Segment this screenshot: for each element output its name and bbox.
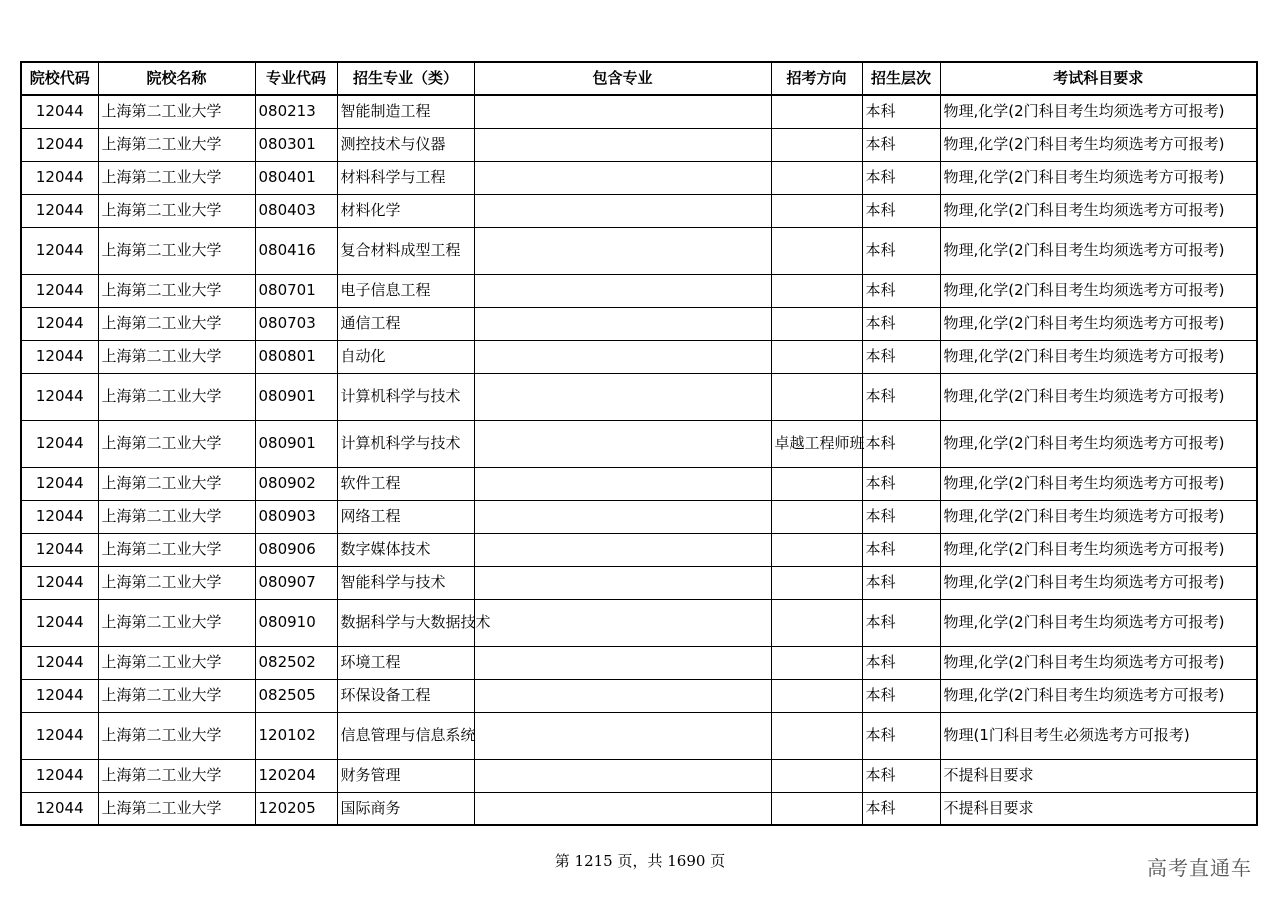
- cell-major: 计算机科学与技术: [337, 420, 474, 467]
- cell-major: 计算机科学与技术: [337, 373, 474, 420]
- table-row: [21, 566, 1257, 599]
- cell-direction: [771, 274, 862, 307]
- cell-requirement: 物理,化学(2门科目考生均须选考方可报考): [940, 679, 1257, 712]
- cell-major: 材料化学: [337, 194, 474, 227]
- cell-level: 本科: [862, 646, 940, 679]
- cell-requirement: 物理,化学(2门科目考生均须选考方可报考): [940, 500, 1257, 533]
- cell-major: 环保设备工程: [337, 679, 474, 712]
- cell-school-code: 12044: [21, 599, 98, 646]
- cell-school-name: 上海第二工业大学: [98, 95, 255, 128]
- cell-school-code: 12044: [21, 274, 98, 307]
- cell-includes: [474, 759, 771, 792]
- table-row: [21, 792, 1257, 825]
- cell-direction: [771, 712, 862, 759]
- cell-school-code: 12044: [21, 500, 98, 533]
- cell-level: 本科: [862, 128, 940, 161]
- cell-school-code: 12044: [21, 340, 98, 373]
- cell-school-code: 12044: [21, 712, 98, 759]
- cell-level: 本科: [862, 566, 940, 599]
- cell-includes: [474, 340, 771, 373]
- cell-major-code: 080906: [255, 533, 337, 566]
- col-header-major: 招生专业（类）: [337, 62, 474, 95]
- cell-requirement: 物理,化学(2门科目考生均须选考方可报考): [940, 274, 1257, 307]
- cell-major: 环境工程: [337, 646, 474, 679]
- cell-major-code: 120205: [255, 792, 337, 825]
- cell-school-name: 上海第二工业大学: [98, 128, 255, 161]
- watermark: 高考直通车: [1147, 856, 1252, 880]
- cell-level: 本科: [862, 533, 940, 566]
- cell-includes: [474, 712, 771, 759]
- header-row: [21, 62, 1257, 95]
- cell-requirement: 物理,化学(2门科目考生均须选考方可报考): [940, 420, 1257, 467]
- cell-level: 本科: [862, 274, 940, 307]
- cell-school-name: 上海第二工业大学: [98, 161, 255, 194]
- table-row: [21, 467, 1257, 500]
- col-header-major-code: 专业代码: [255, 62, 337, 95]
- cell-major-code: 080401: [255, 161, 337, 194]
- cell-major-code: 080910: [255, 599, 337, 646]
- cell-major: 财务管理: [337, 759, 474, 792]
- cell-major-code: 080801: [255, 340, 337, 373]
- cell-school-name: 上海第二工业大学: [98, 792, 255, 825]
- cell-major: 自动化: [337, 340, 474, 373]
- cell-major: 电子信息工程: [337, 274, 474, 307]
- cell-includes: [474, 161, 771, 194]
- cell-includes: [474, 274, 771, 307]
- cell-major: 测控技术与仪器: [337, 128, 474, 161]
- cell-requirement: 物理,化学(2门科目考生均须选考方可报考): [940, 533, 1257, 566]
- cell-direction: [771, 227, 862, 274]
- cell-school-name: 上海第二工业大学: [98, 467, 255, 500]
- cell-school-code: 12044: [21, 792, 98, 825]
- cell-includes: [474, 227, 771, 274]
- cell-requirement: 物理,化学(2门科目考生均须选考方可报考): [940, 194, 1257, 227]
- cell-level: 本科: [862, 467, 940, 500]
- cell-school-code: 12044: [21, 227, 98, 274]
- cell-school-name: 上海第二工业大学: [98, 227, 255, 274]
- cell-level: 本科: [862, 792, 940, 825]
- cell-major-code: 080901: [255, 373, 337, 420]
- cell-requirement: 物理,化学(2门科目考生均须选考方可报考): [940, 227, 1257, 274]
- cell-direction: [771, 340, 862, 373]
- cell-school-name: 上海第二工业大学: [98, 500, 255, 533]
- cell-school-code: 12044: [21, 646, 98, 679]
- cell-direction: [771, 500, 862, 533]
- cell-requirement: 物理,化学(2门科目考生均须选考方可报考): [940, 95, 1257, 128]
- cell-direction: [771, 95, 862, 128]
- cell-direction: [771, 307, 862, 340]
- cell-major: 数据科学与大数据技术: [337, 599, 474, 646]
- table-row: [21, 646, 1257, 679]
- table-row: [21, 274, 1257, 307]
- cell-school-code: 12044: [21, 373, 98, 420]
- table-row: [21, 307, 1257, 340]
- cell-school-name: 上海第二工业大学: [98, 679, 255, 712]
- table-row: [21, 95, 1257, 128]
- cell-level: 本科: [862, 161, 940, 194]
- cell-school-name: 上海第二工业大学: [98, 373, 255, 420]
- cell-major: 智能科学与技术: [337, 566, 474, 599]
- cell-direction: 卓越工程师班: [771, 420, 862, 467]
- cell-direction: [771, 194, 862, 227]
- cell-direction: [771, 679, 862, 712]
- cell-direction: [771, 759, 862, 792]
- cell-major-code: 080907: [255, 566, 337, 599]
- cell-major: 软件工程: [337, 467, 474, 500]
- cell-major-code: 080301: [255, 128, 337, 161]
- cell-school-name: 上海第二工业大学: [98, 712, 255, 759]
- cell-direction: [771, 599, 862, 646]
- col-header-school-code: 院校代码: [21, 62, 98, 95]
- cell-major-code: 080703: [255, 307, 337, 340]
- col-header-includes: 包含专业: [474, 62, 771, 95]
- cell-includes: [474, 599, 771, 646]
- cell-requirement: 物理,化学(2门科目考生均须选考方可报考): [940, 599, 1257, 646]
- cell-includes: [474, 128, 771, 161]
- cell-school-code: 12044: [21, 307, 98, 340]
- cell-school-code: 12044: [21, 533, 98, 566]
- cell-includes: [474, 467, 771, 500]
- cell-direction: [771, 467, 862, 500]
- cell-requirement: 物理,化学(2门科目考生均须选考方可报考): [940, 467, 1257, 500]
- cell-includes: [474, 792, 771, 825]
- cell-major-code: 080903: [255, 500, 337, 533]
- cell-school-name: 上海第二工业大学: [98, 274, 255, 307]
- cell-school-code: 12044: [21, 128, 98, 161]
- cell-major-code: 080902: [255, 467, 337, 500]
- cell-level: 本科: [862, 340, 940, 373]
- cell-school-code: 12044: [21, 467, 98, 500]
- cell-direction: [771, 128, 862, 161]
- cell-requirement: 物理,化学(2门科目考生均须选考方可报考): [940, 373, 1257, 420]
- cell-major-code: 120204: [255, 759, 337, 792]
- cell-school-name: 上海第二工业大学: [98, 759, 255, 792]
- table-row: [21, 712, 1257, 759]
- table-row: [21, 161, 1257, 194]
- cell-school-name: 上海第二工业大学: [98, 533, 255, 566]
- cell-includes: [474, 373, 771, 420]
- cell-major-code: 080901: [255, 420, 337, 467]
- cell-requirement: 物理,化学(2门科目考生均须选考方可报考): [940, 646, 1257, 679]
- cell-school-code: 12044: [21, 161, 98, 194]
- cell-school-code: 12044: [21, 95, 98, 128]
- cell-direction: [771, 792, 862, 825]
- table-row: [21, 340, 1257, 373]
- cell-direction: [771, 161, 862, 194]
- table-row: [21, 500, 1257, 533]
- cell-school-code: 12044: [21, 759, 98, 792]
- table-row: [21, 373, 1257, 420]
- cell-level: 本科: [862, 227, 940, 274]
- cell-school-code: 12044: [21, 194, 98, 227]
- page-footer: 第 1215 页，共 1690 页: [554, 852, 726, 870]
- cell-level: 本科: [862, 679, 940, 712]
- cell-requirement: 不提科目要求: [940, 759, 1257, 792]
- cell-includes: [474, 420, 771, 467]
- table-row: [21, 533, 1257, 566]
- cell-requirement: 物理,化学(2门科目考生均须选考方可报考): [940, 340, 1257, 373]
- cell-major-code: 082502: [255, 646, 337, 679]
- admission-table: [20, 61, 1258, 826]
- cell-direction: [771, 646, 862, 679]
- cell-requirement: 物理,化学(2门科目考生均须选考方可报考): [940, 128, 1257, 161]
- cell-level: 本科: [862, 500, 940, 533]
- cell-major: 网络工程: [337, 500, 474, 533]
- cell-requirement: 物理,化学(2门科目考生均须选考方可报考): [940, 161, 1257, 194]
- cell-major-code: 080701: [255, 274, 337, 307]
- cell-major: 材料科学与工程: [337, 161, 474, 194]
- cell-school-name: 上海第二工业大学: [98, 566, 255, 599]
- cell-includes: [474, 307, 771, 340]
- cell-includes: [474, 95, 771, 128]
- table-row: [21, 679, 1257, 712]
- table-row: [21, 194, 1257, 227]
- cell-major-code: 080213: [255, 95, 337, 128]
- cell-school-name: 上海第二工业大学: [98, 420, 255, 467]
- col-header-requirement: 考试科目要求: [940, 62, 1257, 95]
- table-row: [21, 759, 1257, 792]
- cell-includes: [474, 679, 771, 712]
- cell-requirement: 物理,化学(2门科目考生均须选考方可报考): [940, 566, 1257, 599]
- cell-major: 通信工程: [337, 307, 474, 340]
- cell-school-code: 12044: [21, 420, 98, 467]
- cell-school-name: 上海第二工业大学: [98, 646, 255, 679]
- cell-direction: [771, 566, 862, 599]
- table-row: [21, 420, 1257, 467]
- cell-major: 国际商务: [337, 792, 474, 825]
- cell-includes: [474, 500, 771, 533]
- cell-school-code: 12044: [21, 679, 98, 712]
- cell-major-code: 082505: [255, 679, 337, 712]
- cell-major: 智能制造工程: [337, 95, 474, 128]
- cell-requirement: 物理,化学(2门科目考生均须选考方可报考): [940, 307, 1257, 340]
- cell-requirement: 不提科目要求: [940, 792, 1257, 825]
- cell-includes: [474, 566, 771, 599]
- cell-level: 本科: [862, 712, 940, 759]
- cell-level: 本科: [862, 373, 940, 420]
- cell-school-name: 上海第二工业大学: [98, 307, 255, 340]
- cell-direction: [771, 373, 862, 420]
- cell-level: 本科: [862, 420, 940, 467]
- table-row: [21, 599, 1257, 646]
- cell-requirement: 物理(1门科目考生必须选考方可报考): [940, 712, 1257, 759]
- cell-school-name: 上海第二工业大学: [98, 340, 255, 373]
- cell-major-code: 080403: [255, 194, 337, 227]
- cell-level: 本科: [862, 759, 940, 792]
- cell-direction: [771, 533, 862, 566]
- cell-includes: [474, 646, 771, 679]
- table-row: [21, 128, 1257, 161]
- cell-level: 本科: [862, 599, 940, 646]
- cell-includes: [474, 194, 771, 227]
- cell-major-code: 120102: [255, 712, 337, 759]
- cell-major: 数字媒体技术: [337, 533, 474, 566]
- cell-level: 本科: [862, 194, 940, 227]
- cell-major-code: 080416: [255, 227, 337, 274]
- col-header-school-name: 院校名称: [98, 62, 255, 95]
- cell-major: 复合材料成型工程: [337, 227, 474, 274]
- cell-level: 本科: [862, 307, 940, 340]
- cell-school-name: 上海第二工业大学: [98, 599, 255, 646]
- cell-major: 信息管理与信息系统: [337, 712, 474, 759]
- cell-school-code: 12044: [21, 566, 98, 599]
- cell-level: 本科: [862, 95, 940, 128]
- col-header-direction: 招考方向: [771, 62, 862, 95]
- table-row: [21, 227, 1257, 274]
- cell-school-name: 上海第二工业大学: [98, 194, 255, 227]
- cell-includes: [474, 533, 771, 566]
- col-header-level: 招生层次: [862, 62, 940, 95]
